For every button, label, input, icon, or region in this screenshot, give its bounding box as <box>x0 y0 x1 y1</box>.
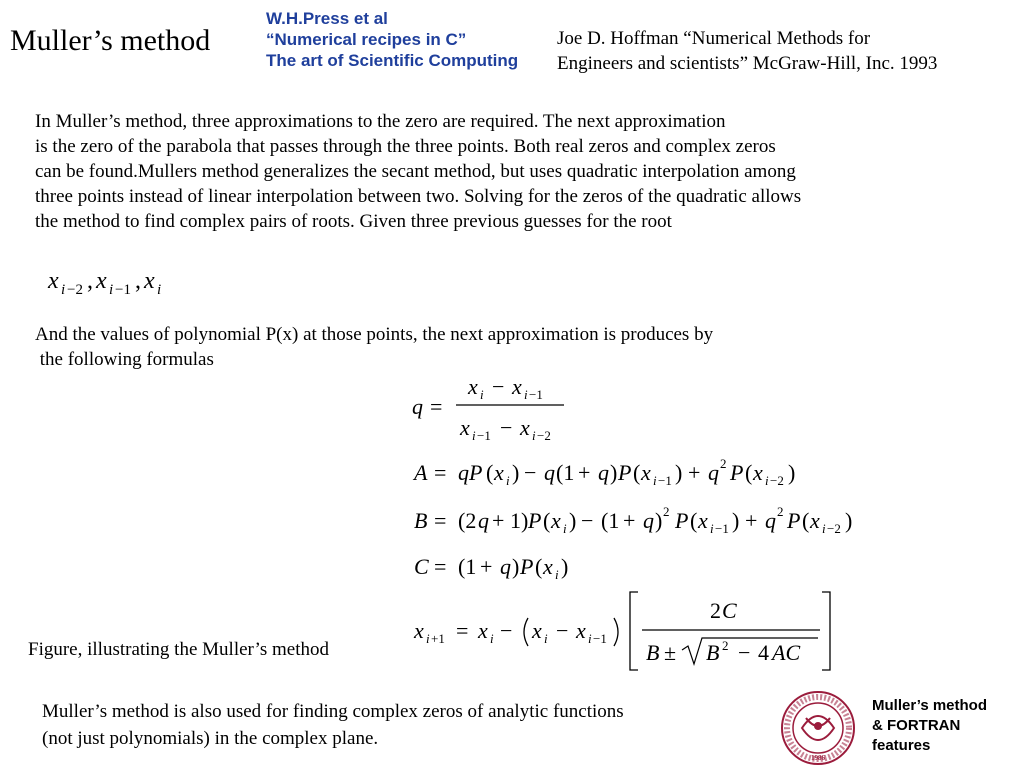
paragraph-line: In Muller’s method, three approximations to the zero are required. The next approximation <box>35 111 726 132</box>
svg-text:−1: −1 <box>529 387 543 402</box>
svg-text:x: x <box>641 460 651 485</box>
svg-text:x: x <box>576 618 586 643</box>
svg-text:=: = <box>434 508 447 533</box>
svg-text:−: − <box>500 618 513 643</box>
svg-text:): ) <box>569 508 577 533</box>
svg-text:±: ± <box>664 640 677 665</box>
paragraph-line: (not just polynomials) in the complex plane. <box>42 728 379 749</box>
svg-text:2: 2 <box>663 504 670 519</box>
svg-text:−: − <box>492 374 505 399</box>
svg-text:x: x <box>753 460 763 485</box>
paragraph-line: the following formulas <box>35 349 214 370</box>
svg-text:): ) <box>610 460 618 485</box>
reference-hoffman <box>557 26 937 76</box>
svg-text:−: − <box>556 618 569 643</box>
reference-press <box>266 8 518 71</box>
svg-text:i: i <box>563 521 567 536</box>
svg-text:x: x <box>48 268 59 294</box>
svg-text:x: x <box>468 374 478 399</box>
paragraph-line: And the values of polynomial P(x) at those points, the next approximation is produces by <box>35 324 714 345</box>
guesses-formula <box>44 262 194 302</box>
page-title: Muller’s method <box>10 24 211 57</box>
footer-note-line: Muller’s method <box>872 697 988 714</box>
svg-text:B: B <box>646 640 660 665</box>
reference-press-line: W.H.Press et al <box>266 9 388 28</box>
svg-text:−1: −1 <box>658 473 672 488</box>
logo-year: 1986 <box>811 754 825 762</box>
svg-text:(: ( <box>486 460 494 485</box>
svg-text:i: i <box>109 282 114 298</box>
svg-text:−1: −1 <box>593 631 607 646</box>
svg-text:): ) <box>845 508 853 533</box>
q-formula <box>408 372 578 446</box>
svg-text:): ) <box>732 508 740 533</box>
svg-text:P: P <box>520 554 534 579</box>
svg-text:−2: −2 <box>67 282 83 298</box>
svg-text:x: x <box>520 415 530 440</box>
svg-text:+1: +1 <box>431 631 445 646</box>
svg-text:−2: −2 <box>537 428 551 443</box>
footer-note-line: features <box>872 737 931 754</box>
svg-text:i: i <box>506 473 510 488</box>
svg-text:+: + <box>480 554 493 579</box>
reference-hoffman-line: Joe D. Hoffman “Numerical Methods for <box>557 28 871 49</box>
svg-text:i: i <box>555 567 559 582</box>
svg-text:(: ( <box>745 460 753 485</box>
svg-text:(2: (2 <box>458 508 477 533</box>
svg-text:x: x <box>96 268 107 294</box>
svg-text:(: ( <box>633 460 641 485</box>
svg-text:−: − <box>581 508 594 533</box>
svg-text:x: x <box>532 618 542 643</box>
svg-text:C: C <box>722 598 737 623</box>
svg-text:i: i <box>480 387 484 402</box>
svg-text:−2: −2 <box>770 473 784 488</box>
svg-text:q: q <box>765 508 776 533</box>
reference-hoffman-line: Engineers and scientists” McGraw-Hill, Inc. 1993 <box>557 53 938 74</box>
svg-text:P: P <box>787 508 801 533</box>
svg-text:2: 2 <box>710 598 721 623</box>
svg-text:B: B <box>414 508 428 533</box>
svg-text:i: i <box>544 631 548 646</box>
svg-text:i: i <box>653 473 657 488</box>
svg-text:P: P <box>618 460 632 485</box>
svg-text:P: P <box>528 508 542 533</box>
svg-text:): ) <box>788 460 796 485</box>
closing-paragraph <box>42 698 624 752</box>
svg-text:x: x <box>543 554 553 579</box>
svg-text:q: q <box>478 508 489 533</box>
svg-text:q: q <box>500 554 511 579</box>
svg-text:2: 2 <box>720 456 727 471</box>
figure-caption: Figure, illustrating the Muller’s method <box>28 639 329 660</box>
svg-text:): ) <box>512 554 520 579</box>
paragraph-line: three points instead of linear interpolation between two. Solving for the zeros of the quadratic allows <box>35 186 802 207</box>
svg-text:P: P <box>730 460 744 485</box>
values-paragraph <box>35 322 975 372</box>
svg-text:(: ( <box>802 508 810 533</box>
svg-text:x: x <box>551 508 561 533</box>
iteration-formula <box>410 588 840 674</box>
svg-text:2: 2 <box>722 638 729 653</box>
svg-text:x: x <box>414 618 424 643</box>
svg-text:−2: −2 <box>827 521 841 536</box>
svg-text:P: P <box>675 508 689 533</box>
svg-text:(1: (1 <box>601 508 620 533</box>
svg-text:x: x <box>494 460 504 485</box>
svg-text:): ) <box>512 460 520 485</box>
svg-text:+: + <box>745 508 758 533</box>
svg-text:qP: qP <box>458 460 483 485</box>
svg-text:i: i <box>472 428 476 443</box>
svg-text:=: = <box>430 394 443 419</box>
svg-text:q: q <box>412 394 423 419</box>
svg-text:+: + <box>492 508 505 533</box>
svg-text:(: ( <box>535 554 543 579</box>
svg-text:A: A <box>414 460 428 485</box>
svg-text:−: − <box>524 460 537 485</box>
svg-text:AC: AC <box>772 640 801 665</box>
svg-text:(1: (1 <box>458 554 477 579</box>
footer-note <box>872 696 987 756</box>
svg-text:2: 2 <box>777 504 784 519</box>
svg-text:i: i <box>588 631 592 646</box>
svg-text:−: − <box>500 415 513 440</box>
intro-paragraph <box>35 109 975 234</box>
svg-text:=: = <box>456 618 469 643</box>
svg-text:): ) <box>655 508 663 533</box>
svg-text:x: x <box>478 618 488 643</box>
university-seal-icon <box>776 690 860 766</box>
svg-text:i: i <box>157 282 162 298</box>
svg-text:i: i <box>532 428 536 443</box>
svg-text:): ) <box>561 554 569 579</box>
svg-text:B: B <box>706 640 720 665</box>
footer-note-line: & FORTRAN <box>872 717 961 734</box>
svg-text:=: = <box>434 460 447 485</box>
svg-text:C: C <box>414 554 429 579</box>
paragraph-line: Muller’s method is also used for finding complex zeros of analytic functions <box>42 701 624 722</box>
svg-text:−1: −1 <box>115 282 131 298</box>
svg-text:x: x <box>810 508 820 533</box>
svg-text:x: x <box>144 268 155 294</box>
svg-text:q: q <box>643 508 654 533</box>
svg-text:i: i <box>490 631 494 646</box>
svg-text:q: q <box>598 460 609 485</box>
svg-text:i: i <box>61 282 66 298</box>
svg-text:i: i <box>426 631 430 646</box>
svg-text:q: q <box>708 460 719 485</box>
svg-text:x: x <box>460 415 470 440</box>
paragraph-line: the method to find complex pairs of roots. Given three previous guesses for the root <box>35 211 672 232</box>
svg-text:q: q <box>544 460 555 485</box>
svg-text:(1: (1 <box>556 460 575 485</box>
svg-text:−1: −1 <box>715 521 729 536</box>
c-formula <box>410 546 610 586</box>
svg-text:=: = <box>434 554 447 579</box>
svg-text:,: , <box>135 268 141 294</box>
svg-text:): ) <box>675 460 683 485</box>
svg-text:+: + <box>688 460 701 485</box>
svg-text:(: ( <box>690 508 698 533</box>
paragraph-line: is the zero of the parabola that passes through the three points. Both real zeros and complex zeros <box>35 136 776 157</box>
svg-text:i: i <box>765 473 769 488</box>
svg-text:i: i <box>524 387 528 402</box>
a-formula <box>410 452 870 492</box>
svg-text:+: + <box>578 460 591 485</box>
svg-text:(: ( <box>543 508 551 533</box>
svg-text:,: , <box>87 268 93 294</box>
reference-press-line: “Numerical recipes in C” <box>266 30 467 49</box>
svg-text:1): 1) <box>510 508 529 533</box>
svg-text:−1: −1 <box>477 428 491 443</box>
paragraph-line: can be found.Mullers method generalizes the secant method, but uses quadratic interpolation among <box>35 161 796 182</box>
reference-press-line: The art of Scientific Computing <box>266 51 519 70</box>
svg-text:4: 4 <box>758 640 769 665</box>
svg-text:i: i <box>822 521 826 536</box>
b-formula <box>410 500 940 540</box>
svg-text:−: − <box>738 640 751 665</box>
svg-text:+: + <box>623 508 636 533</box>
svg-text:i: i <box>710 521 714 536</box>
svg-text:x: x <box>698 508 708 533</box>
svg-text:x: x <box>512 374 522 399</box>
